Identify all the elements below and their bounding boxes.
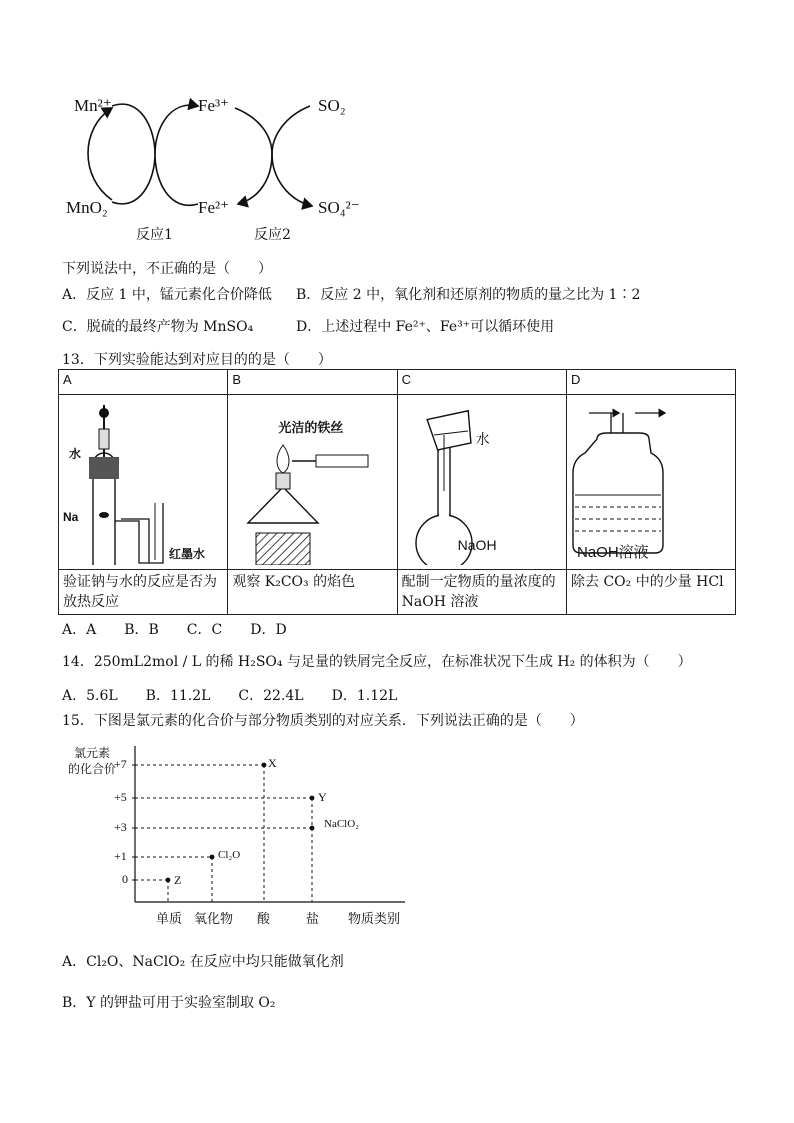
point-cl2o [210, 855, 215, 860]
apparatus-c [397, 395, 566, 570]
col-header-c: C [397, 370, 566, 395]
arc-left-top [112, 104, 155, 154]
x-tick-salt: 盐 [306, 911, 320, 926]
arc-left-bottom [112, 154, 198, 205]
desc-a: 验证钠与水的反应是否为放热反应 [59, 570, 228, 615]
point-label-z: Z [174, 873, 182, 887]
col-header-a: A [59, 370, 228, 395]
x-axis-label: 物质类别 [348, 911, 401, 926]
species-so4: SO₄²⁻ [318, 198, 360, 217]
species-mn2: Mn²⁺ [74, 96, 112, 115]
y-axis-label-1: 氯元素 [74, 746, 111, 760]
reaction-2-label: 反应2 [254, 227, 291, 243]
y-tick-0: 0 [122, 872, 128, 886]
label-water: 水 [69, 447, 82, 461]
desc-d: 除去 CO₂ 中的少量 HCl [567, 570, 736, 615]
q12-option-b: B．反应 2 中，氧化剂和还原剂的物质的量之比为 1∶2 [296, 287, 641, 303]
label-na: Na [63, 510, 79, 524]
desc-b: 观察 K₂CO₃ 的焰色 [228, 570, 397, 615]
q12-option-a: A．反应 1 中，锰元素化合价降低 [62, 287, 272, 303]
y-tick-plus5: +5 [114, 790, 127, 804]
point-x [262, 763, 267, 768]
species-fe3: Fe³⁺ [198, 96, 230, 115]
label-naoh-solution: NaOH溶液 [577, 544, 649, 561]
arc-so2-to-so4 [272, 106, 312, 206]
q13-stem: 13．下列实验能达到对应目的的是（ ） [62, 352, 332, 368]
species-mno2: MnO₂ [66, 198, 108, 217]
arc-mno2-to-mn2 [88, 108, 112, 200]
q12-option-c: C．脱硫的最终产物为 MnSO₄ [62, 319, 254, 335]
desc-c: 配制一定物质的量浓度的 NaOH 溶液 [397, 570, 566, 615]
label-iron-wire: 光洁的铁丝 [278, 421, 344, 436]
y-tick-plus3: +3 [114, 820, 127, 834]
point-label-y: Y [318, 790, 327, 804]
species-fe2: Fe²⁺ [198, 198, 230, 217]
q13-experiment-table [58, 369, 736, 615]
q12-stem: 下列说法中，不正确的是（ ） [62, 261, 272, 277]
point-naclo2 [310, 826, 315, 831]
point-label-x: X [268, 756, 277, 770]
col-header-b: B [228, 370, 397, 395]
point-z [166, 878, 171, 883]
apparatus-a [59, 395, 228, 570]
apparatus-d [567, 395, 736, 570]
q12-option-d: D．上述过程中 Fe²⁺、Fe³⁺可以循环使用 [296, 319, 555, 335]
q15-option-a: A．Cl₂O、NaClO₂ 在反应中均只能做氧化剂 [62, 954, 344, 970]
x-tick-element: 单质 [156, 911, 183, 926]
gas-washing-bottle-illustration [567, 395, 735, 565]
y-axis-label-2: 的化合价 [68, 762, 117, 776]
label-water-c: 水 [475, 432, 490, 448]
q14-options: A．5.6L B．11.2L C．22.4L D．1.12L [62, 688, 398, 704]
q13-options: A．A B．B C．C D．D [62, 622, 287, 638]
label-naoh: NaOH [457, 537, 497, 553]
q14-stem: 14．250mL2mol / L 的稀 H₂SO₄ 与足量的铁屑完全反应，在标准状况下生成 H₂ 的体积为（ ） [62, 654, 692, 670]
point-y [310, 796, 315, 801]
label-ink: 红墨水 [169, 547, 206, 561]
point-label-naclo2: NaClO₂ [324, 818, 359, 830]
q15-option-b: B．Y 的钾盐可用于实验室制取 O₂ [62, 995, 276, 1011]
x-tick-oxide: 氧化物 [194, 911, 234, 926]
col-header-d: D [567, 370, 736, 395]
na-water-test-tube-illustration [59, 395, 227, 565]
y-tick-plus7: +7 [114, 757, 127, 771]
species-so2: SO₂ [318, 96, 346, 115]
arc-fe2-to-fe3 [155, 105, 198, 154]
arc-fe3-to-fe2 [235, 108, 272, 204]
reaction-1-label: 反应1 [136, 227, 173, 243]
apparatus-b [228, 395, 397, 570]
x-tick-acid: 酸 [257, 911, 271, 926]
y-tick-plus1: +1 [114, 849, 127, 863]
point-label-cl2o: Cl₂O [218, 849, 241, 861]
q15-stem: 15．下图是氯元素的化合价与部分物质类别的对应关系．下列说法正确的是（ ） [62, 713, 584, 729]
